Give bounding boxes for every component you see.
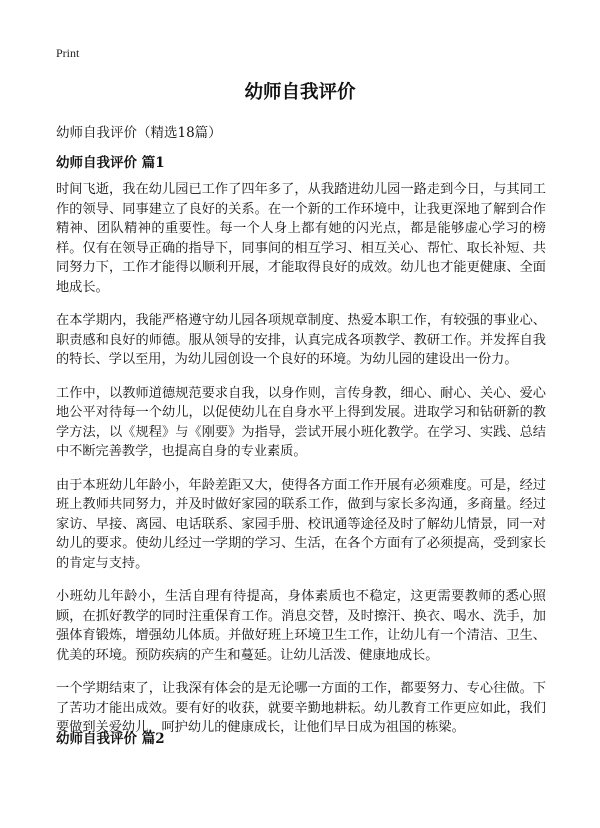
paragraph: 小班幼儿年龄小，生活自理有待提高，身体素质也不稳定，这更需要教师的悉心照顾，在抓好教学的同时注重保育工作。消息交替，及时擦汗、换衣、喝水、洗手，加强体育锻炼，增强幼儿体质。并做好班上环境卫生工作，让幼儿有一个清洁、卫生、优美的环境。预防疾病的产生和蔓延。让幼儿活泼、健康地成长。 xyxy=(56,589,546,663)
paragraph: 时间飞逝，我在幼儿园已工作了四年多了，从我踏进幼儿园一路走到今日，与其同工作的领导、同事建立了良好的关系。在一个新的工作环境中，让我更深地了解到合作精神、团队精神的重要性。每一个人身上都有她的闪光点，都是能够虚心学习的榜样。仅有在领导正确的指导下，同事间的相互学习、相互关心、帮忙、取长补短、共同努力下，工作才能得以顺利开展，才能取得良好的成效。幼儿也才能更健康、全面地成长。 xyxy=(56,182,546,295)
paragraph: 由于本班幼儿年龄小，年龄差距又大，使得各方面工作开展有必须难度。可是，经过班上教师共同努力，并及时做好家园的联系工作，做到与家长多沟通，多商量。经过家访、早接、离园、电话联系、家园手册、校讯通等途径及时了解幼儿情景，同一对幼儿的要求。使幼儿经过一学期的学习、生活，在各个方面有了必须提高，受到家长的肯定与支持。 xyxy=(56,477,546,571)
paragraph: 在本学期内，我能严格遵守幼儿园各项规章制度、热爱本职工作，有较强的事业心、职责感和良好的师德。服从领导的安排，认真完成各项教学、教研工作。并发挥自我的特长、学以至用，为幼儿园创设一个良好的环境。为幼儿园的建设出一份力。 xyxy=(56,313,546,367)
document-title: 幼师自我评价 xyxy=(244,82,356,103)
section-heading-1: 幼师自我评价 篇1 xyxy=(56,155,165,171)
section-body-1 xyxy=(56,180,546,752)
print-label: Print xyxy=(56,46,80,60)
document-subtitle: 幼师自我评价（精选18篇） xyxy=(56,125,222,141)
paragraph: 工作中，以教师道德规范要求自我，以身作则，言传身教，细心、耐心、关心、爱心地公平对待每一个幼儿，以促使幼儿在自身水平上得到发展。进取学习和钻研新的教学方法，以《规程》与《刚要》为指导，尝试开展小班化教学。在学习、实践、总结中不断完善教学，也提高自身的专业素质。 xyxy=(56,385,546,459)
paragraph: 一个学期结束了，让我深有体会的是无论哪一方面的工作，都要努力、专心往做。下了苦功才能出成效。要有好的收获，就要辛勤地耕耘。幼儿教育工作更应如此，我们要做到关爱幼儿，呵护幼儿的健康成长，让他们早日成为祖国的栋梁。 xyxy=(56,681,546,735)
section-heading-2: 幼师自我评价 篇2 xyxy=(56,731,165,747)
